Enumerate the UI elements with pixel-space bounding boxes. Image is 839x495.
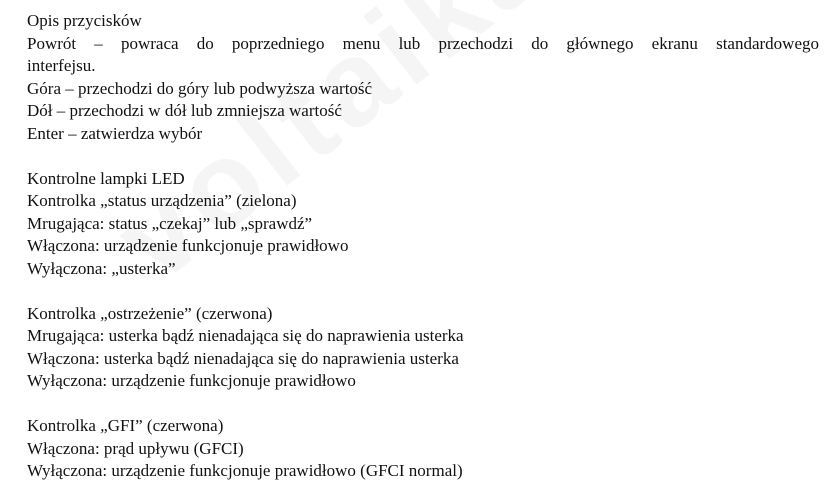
warning-led-title: Kontrolka „ostrzeżenie” (czerwona) [27, 303, 273, 323]
led-heading: Kontrolne lampki LED [27, 168, 185, 188]
status-led-on: Włączona: urządzenie funkcjonuje prawidłowo [27, 236, 349, 255]
enter-button-description: Enter – zatwierdza wybór [27, 123, 203, 143]
warning-led-off: Wyłączona: urządzenie funkcjonuje prawidłowo [27, 371, 356, 390]
section-spacer [27, 280, 819, 303]
up-button-description: Góra – przechodzi do góry lub podwyższa wartość [27, 78, 373, 98]
status-led-blinking: Mrugająca: status „czekaj” lub „sprawdź” [27, 213, 313, 233]
gfi-led-section [27, 415, 819, 483]
gfi-led-on: Włączona: prąd upływu (GFCI) [27, 438, 244, 458]
status-led-off: Wyłączona: „usterka” [27, 258, 176, 278]
buttons-section [27, 10, 819, 145]
warning-led-on: Włączona: usterka bądź nienadająca się do naprawienia usterka [27, 348, 459, 368]
document-page [27, 10, 819, 483]
warning-led-section [27, 303, 819, 393]
back-button-description: Powrót – powraca do poprzedniego menu lub przechodzi do głównego ekranu standardowego [27, 33, 819, 53]
down-button-description: Dół – przechodzi w dół lub zmniejsza wartość [27, 101, 342, 120]
gfi-led-title: Kontrolka „GFI” (czerwona) [27, 416, 224, 435]
status-led-title: Kontrolka „status urządzenia” (zielona) [27, 191, 297, 210]
section-spacer [27, 145, 819, 168]
back-button-description-cont: interfejsu. [27, 56, 96, 75]
led-section [27, 168, 819, 281]
gfi-led-off: Wyłączona: urządzenie funkcjonuje prawidłowo (GFCI normal) [27, 461, 463, 480]
buttons-heading: Opis przycisków [27, 11, 142, 30]
section-spacer [27, 393, 819, 416]
warning-led-blinking: Mrugająca: usterka bądź nienadająca się do naprawienia usterka [27, 326, 464, 345]
